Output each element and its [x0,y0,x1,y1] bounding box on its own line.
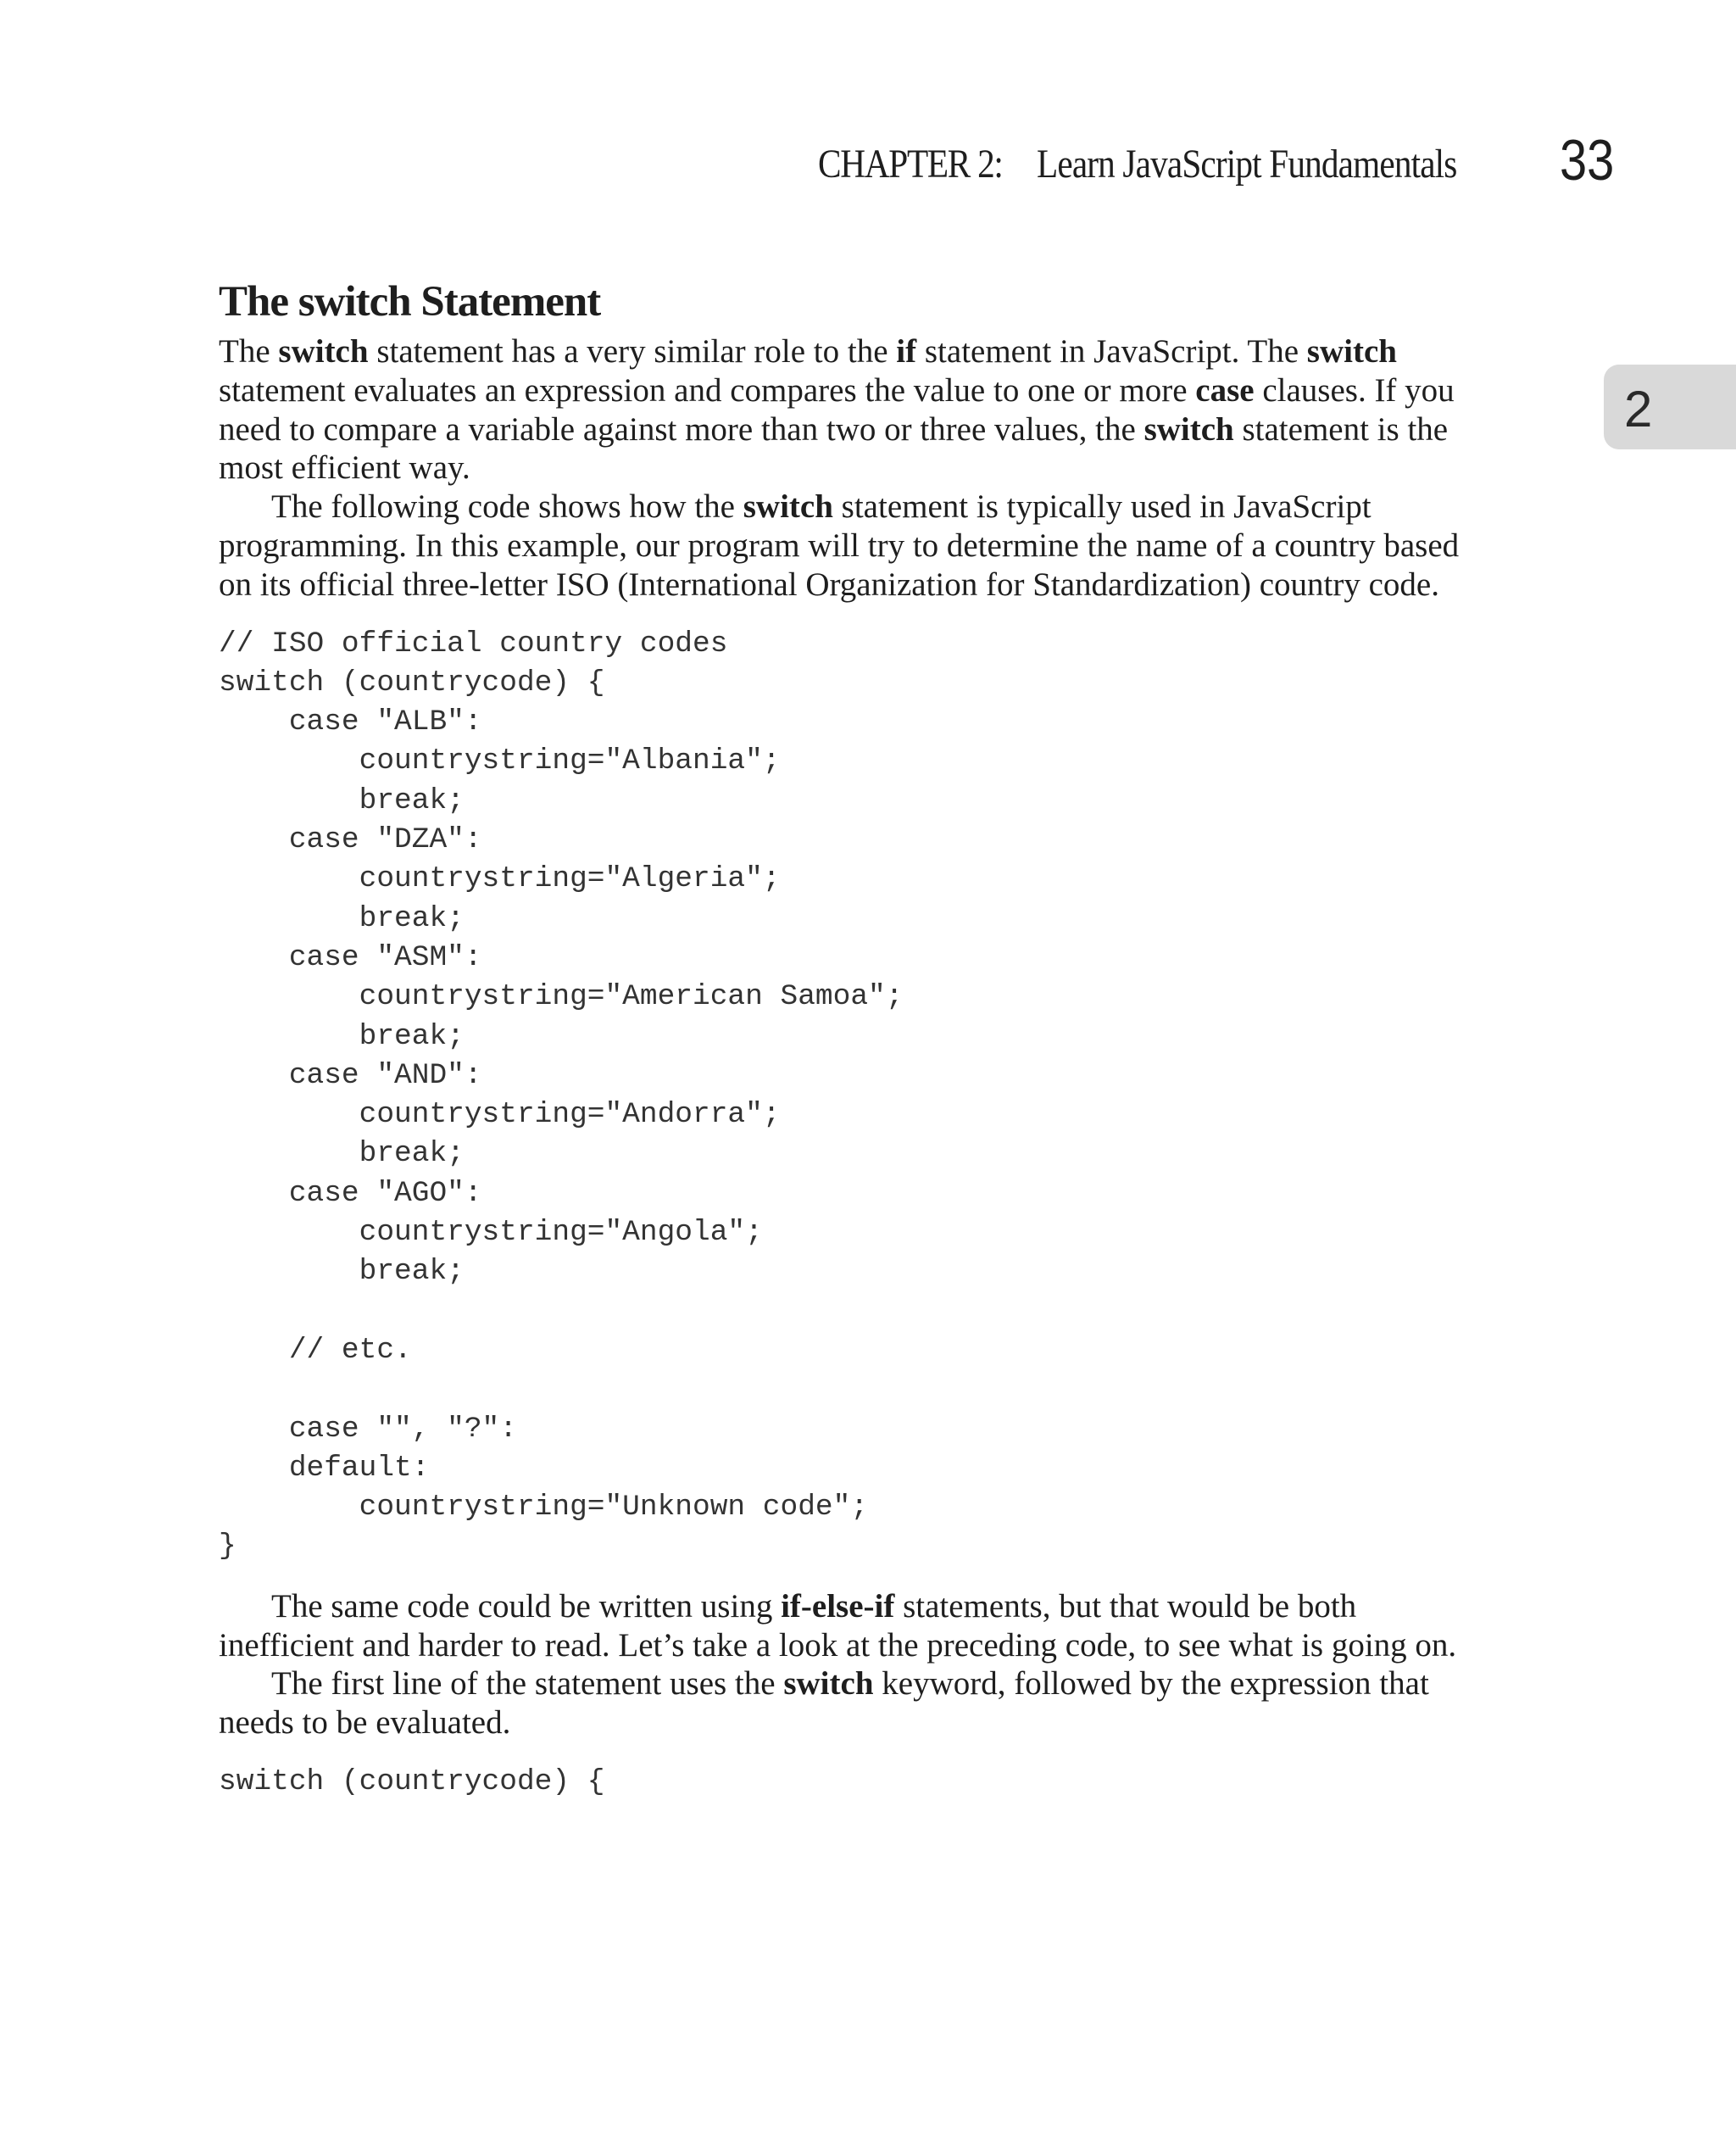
body-text: keyword, followed by the expression that needs to be evaluated. [219,1665,1429,1742]
keyword-text: if [896,333,917,370]
chapter-title: Learn JavaScript Fundamentals [1037,142,1457,187]
keyword-text: switch [278,333,369,370]
keyword-text: switch [743,488,833,526]
body-text: statements, but that would be both inefficient and harder to read. Let’s take a look at the preceding code, to see what is going on. [219,1587,1457,1664]
page-number: 33 [1560,128,1615,192]
paragraph-example-intro [219,488,1490,604]
code-line: break; [219,1137,465,1171]
code-line: switch (countrycode) { [219,666,605,700]
paragraph-if-else-comparison [219,1587,1490,1665]
page-content [219,271,1490,1802]
code-line: // etc. [219,1333,412,1367]
code-line: case "ALB": [219,705,482,739]
code-line: countrystring="Unknown code"; [219,1491,869,1524]
body-text: statement has a very similar role to the [368,333,897,370]
code-line [219,1292,1490,1331]
code-line: case "AGO": [219,1176,482,1210]
body-text: statement is typically used in JavaScript programming. In this example, our program will try to determine the name of a country based on its official three-letter ISO (International Organization for Standardization) country code. [219,488,1460,603]
code-line: // ISO official country codes [219,627,728,661]
code-line: case "AND": [219,1058,482,1092]
code-block-switch-example [219,625,1490,1567]
keyword-text: case [1195,371,1255,409]
code-block-switch-line [219,1763,1490,1802]
code-line: } [219,1530,236,1564]
code-line: countrystring="Algeria"; [219,862,781,896]
code-line: break; [219,901,465,935]
paragraph-intro [219,332,1490,488]
code-line: countrystring="American Samoa"; [219,980,904,1014]
chapter-thumb-tab [1604,365,1736,449]
keyword-text: switch [1143,410,1234,448]
code-line [219,1370,1490,1409]
keyword-text: switch [1306,333,1397,370]
body-text: clauses. If you need to compare a variable against more than two or three values, the [219,371,1455,448]
chapter-label: CHAPTER 2: [818,142,1003,187]
running-head [0,127,1615,195]
keyword-text: if-else-if [781,1587,895,1625]
code-line: break; [219,1019,465,1053]
body-text: statement is the most efficient way. [219,410,1449,487]
body-text: The [219,333,279,370]
keyword-text: switch [783,1665,874,1703]
body-text: The following code shows how the [271,488,743,526]
code-line: countrystring="Angola"; [219,1216,763,1250]
body-text: The first line of the statement uses the [271,1665,784,1703]
code-line: case "ASM": [219,940,482,974]
code-line: break; [219,1255,465,1289]
body-text: The same code could be written using [271,1587,782,1625]
section-heading: The switch Statement [219,278,601,326]
chapter-thumb-tab-label: 2 [1624,381,1653,438]
code-line: switch (countrycode) { [219,1764,605,1798]
body-text: statement in JavaScript. The [916,333,1307,370]
paragraph-first-line [219,1664,1490,1742]
code-line: countrystring="Andorra"; [219,1098,781,1132]
code-line: break; [219,783,465,817]
code-line: countrystring="Albania"; [219,744,781,778]
code-line: default: [219,1451,430,1485]
body-text: statement evaluates an expression and compares the value to one or more [219,371,1196,409]
code-line: case "DZA": [219,823,482,857]
code-line: case "", "?": [219,1412,517,1446]
